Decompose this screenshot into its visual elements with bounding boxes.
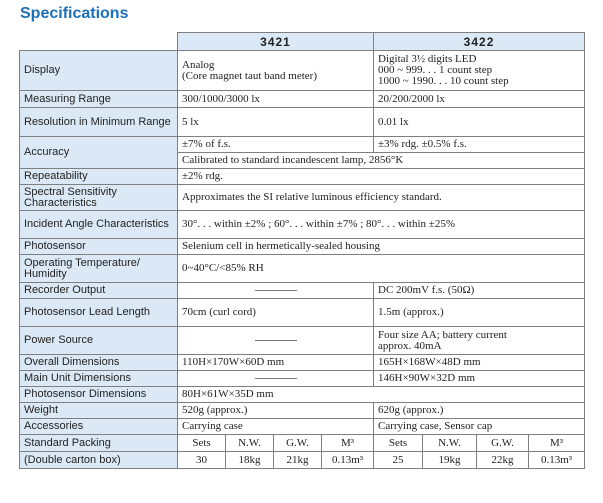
accessories-3422: Carrying case, Sensor cap <box>374 419 585 435</box>
recorder-output-label: Recorder Output <box>20 283 178 299</box>
packing-m3-3421: 0.13m³ <box>322 452 374 469</box>
power-source-3421 <box>178 327 374 355</box>
resolution-3422: 0.01 lx <box>374 108 585 137</box>
packing-gw-3421: 21kg <box>274 452 322 469</box>
accuracy-3421: ±7% of f.s. <box>178 137 374 153</box>
header-blank <box>20 33 178 51</box>
resolution-label: Resolution in Minimum Range <box>20 108 178 137</box>
packing-nw-3422: 19kg <box>423 452 477 469</box>
packing-header-gw-3422: G.W. <box>477 435 529 452</box>
packing-header-nw-3421: N.W. <box>226 435 274 452</box>
not-applicable-dash <box>255 290 297 291</box>
packing-header-gw-3421: G.W. <box>274 435 322 452</box>
packing-header-nw-3422: N.W. <box>423 435 477 452</box>
photosensor-dimensions-value: 80H×61W×35D mm <box>178 387 585 403</box>
repeatability-label: Repeatability <box>20 169 178 185</box>
spectral-value: Approximates the SI relative luminous efficiency standard. <box>178 185 585 211</box>
measuring-range-3421: 300/1000/3000 lx <box>178 91 374 108</box>
packing-m3-3422: 0.13m³ <box>529 452 585 469</box>
not-applicable-dash <box>255 378 297 379</box>
display-label: Display <box>20 51 178 91</box>
packing-header-sets-3422: Sets <box>374 435 423 452</box>
model-3421-header: 3421 <box>178 33 374 51</box>
lead-length-label: Photosensor Lead Length <box>20 299 178 327</box>
spectral-label: Spectral Sensitivity Characteristics <box>20 185 178 211</box>
accessories-label: Accessories <box>20 419 178 435</box>
accuracy-3422: ±3% rdg. ±0.5% f.s. <box>374 137 585 153</box>
packing-nw-3421: 18kg <box>226 452 274 469</box>
accuracy-common: Calibrated to standard incandescent lamp, 2856°K <box>178 153 585 169</box>
page-title: Specifications <box>20 5 129 22</box>
model-3422-header: 3422 <box>374 33 585 51</box>
overall-dimensions-label: Overall Dimensions <box>20 355 178 371</box>
not-applicable-dash <box>255 340 297 341</box>
overall-dimensions-3421: 110H×170W×60D mm <box>178 355 374 371</box>
display-3422: Digital 3½ digits LED 000 ~ 999. . . 1 count step 1000 ~ 1990. . . 10 count step <box>374 51 585 91</box>
weight-label: Weight <box>20 403 178 419</box>
incident-angle-value: 30°. . . within ±2% ; 60°. . . within ±7% ; 80°. . . within ±25% <box>178 211 585 239</box>
packing-header-sets-3421: Sets <box>178 435 226 452</box>
lead-length-3421: 70cm (curl cord) <box>178 299 374 327</box>
weight-3421: 520g (approx.) <box>178 403 374 419</box>
packing-header-m3-3422: M³ <box>529 435 585 452</box>
display-3421: Analog (Core magnet taut band meter) <box>178 51 374 91</box>
photosensor-label: Photosensor <box>20 239 178 255</box>
resolution-3421: 5 lx <box>178 108 374 137</box>
recorder-output-3421 <box>178 283 374 299</box>
operating-label: Operating Temperature/ Humidity <box>20 255 178 283</box>
overall-dimensions-3422: 165H×168W×48D mm <box>374 355 585 371</box>
photosensor-dimensions-label: Photosensor Dimensions <box>20 387 178 403</box>
recorder-output-3422: DC 200mV f.s. (50Ω) <box>374 283 585 299</box>
accuracy-label: Accuracy <box>20 137 178 169</box>
lead-length-3422: 1.5m (approx.) <box>374 299 585 327</box>
measuring-range-3422: 20/200/2000 lx <box>374 91 585 108</box>
double-carton-label: (Double carton box) <box>20 452 178 469</box>
packing-header-m3-3421: M³ <box>322 435 374 452</box>
packing-gw-3422: 22kg <box>477 452 529 469</box>
photosensor-value: Selenium cell in hermetically-sealed housing <box>178 239 585 255</box>
incident-angle-label: Incident Angle Characteristics <box>20 211 178 239</box>
packing-sets-3421: 30 <box>178 452 226 469</box>
main-unit-dimensions-3422: 146H×90W×32D mm <box>374 371 585 387</box>
specifications-table <box>19 32 585 469</box>
main-unit-dimensions-3421 <box>178 371 374 387</box>
accessories-3421: Carrying case <box>178 419 374 435</box>
power-source-label: Power Source <box>20 327 178 355</box>
packing-sets-3422: 25 <box>374 452 423 469</box>
measuring-range-label: Measuring Range <box>20 91 178 108</box>
operating-value: 0~40°C/<85% RH <box>178 255 585 283</box>
weight-3422: 620g (approx.) <box>374 403 585 419</box>
power-source-3422: Four size AA; battery current approx. 40mA <box>374 327 585 355</box>
standard-packing-label: Standard Packing <box>20 435 178 452</box>
main-unit-dimensions-label: Main Unit Dimensions <box>20 371 178 387</box>
repeatability-value: ±2% rdg. <box>178 169 585 185</box>
